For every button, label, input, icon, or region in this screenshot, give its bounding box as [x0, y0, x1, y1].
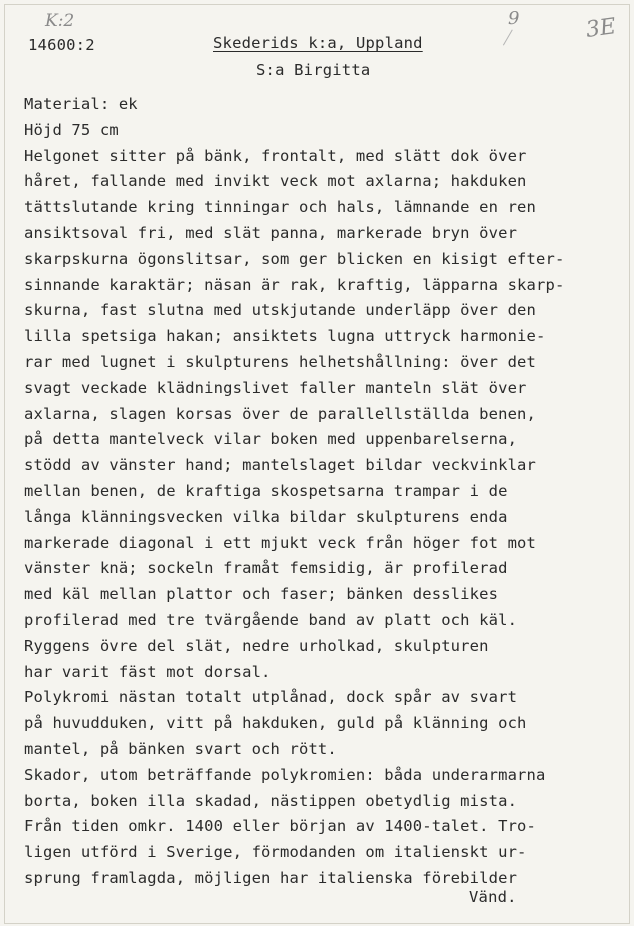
text-line: axlarna, slagen korsas över de parallellställda benen, — [24, 404, 537, 423]
text-line: svagt veckade klädningslivet faller manteln slät över — [24, 378, 527, 397]
text-line: Ryggens övre del slät, nedre urholkad, skulpturen — [24, 636, 489, 655]
text-line: Från tiden omkr. 1400 eller början av 1400-talet. Tro- — [24, 817, 537, 836]
text-line: ansiktsoval fri, med slät panna, markerade bryn över — [24, 223, 518, 242]
text-line: långa klänningsvecken vilka bildar skulpturens enda — [24, 507, 508, 526]
text-line: sinnande karaktär; näsan är rak, kraftig, läpparna skarp- — [24, 275, 565, 294]
handwritten-corner-note: 3E — [584, 14, 618, 43]
text-line: borta, boken illa skadad, nästippen obetydlig mista. — [24, 791, 518, 810]
text-line: Helgonet sitter på bänk, frontalt, med slätt dok över — [24, 146, 527, 165]
text-line: på huvudduken, vitt på hakduken, guld på klänning och — [24, 714, 527, 733]
text-line: Material: ek — [24, 95, 138, 113]
text-line: tättslutande kring tinningar och hals, lämnande en ren — [24, 198, 537, 217]
handwritten-number: 9 — [508, 8, 520, 29]
page-title: Skederids k:a, Uppland — [213, 34, 423, 52]
text-line: stödd av vänster hand; mantelslaget bildar veckvinklar — [24, 456, 537, 475]
page-subtitle: S:a Birgitta — [256, 61, 371, 79]
text-line: skurna, fast slutna med utskjutande underläpp över den — [24, 301, 537, 320]
text-line: Skador, utom beträffande polykromien: båda underarmarna — [24, 765, 546, 784]
text-line: profilerad med tre tvärgående band av platt och käl. — [24, 610, 518, 629]
text-line: har varit fäst mot dorsal. — [24, 662, 271, 681]
text-line: håret, fallande med invikt veck mot axlarna; hakduken — [24, 172, 527, 191]
catalog-number: 14600:2 — [28, 36, 95, 54]
text-line: mantel, på bänken svart och rött. — [24, 739, 337, 758]
scan-margin — [0, 926, 634, 950]
turn-over-note: Vänd. — [469, 888, 517, 906]
text-line: markerade diagonal i ett mjukt veck från höger fot mot — [24, 533, 537, 552]
description-text — [24, 92, 564, 892]
text-line: rar med lugnet i skulpturens helhetshållning: över det — [24, 352, 537, 371]
text-line: Höjd 75 cm — [24, 120, 119, 139]
text-line: med käl mellan plattor och faser; bänken desslikes — [24, 585, 499, 604]
text-line: skarpskurna ögonslitsar, som ger blicken en kisigt efter- — [24, 249, 565, 268]
text-line: mellan benen, de kraftiga skospetsarna trampar i de — [24, 481, 508, 500]
text-line: ligen utförd i Sverige, förmodanden om italienskt ur- — [24, 843, 527, 862]
text-line: vänster knä; sockeln framåt femsidig, är profilerad — [24, 559, 508, 578]
text-line: Polykromi nästan totalt utplånad, dock spår av svart — [24, 688, 518, 707]
text-line: sprung framlagda, möjligen har italienska förebilder — [24, 868, 518, 887]
text-line: lilla spetsiga hakan; ansiktets lugna uttryck harmonie- — [24, 327, 546, 346]
handwritten-note: K:2 — [45, 11, 75, 31]
text-line: på detta mantelveck vilar boken med uppenbarelserna, — [24, 430, 518, 449]
